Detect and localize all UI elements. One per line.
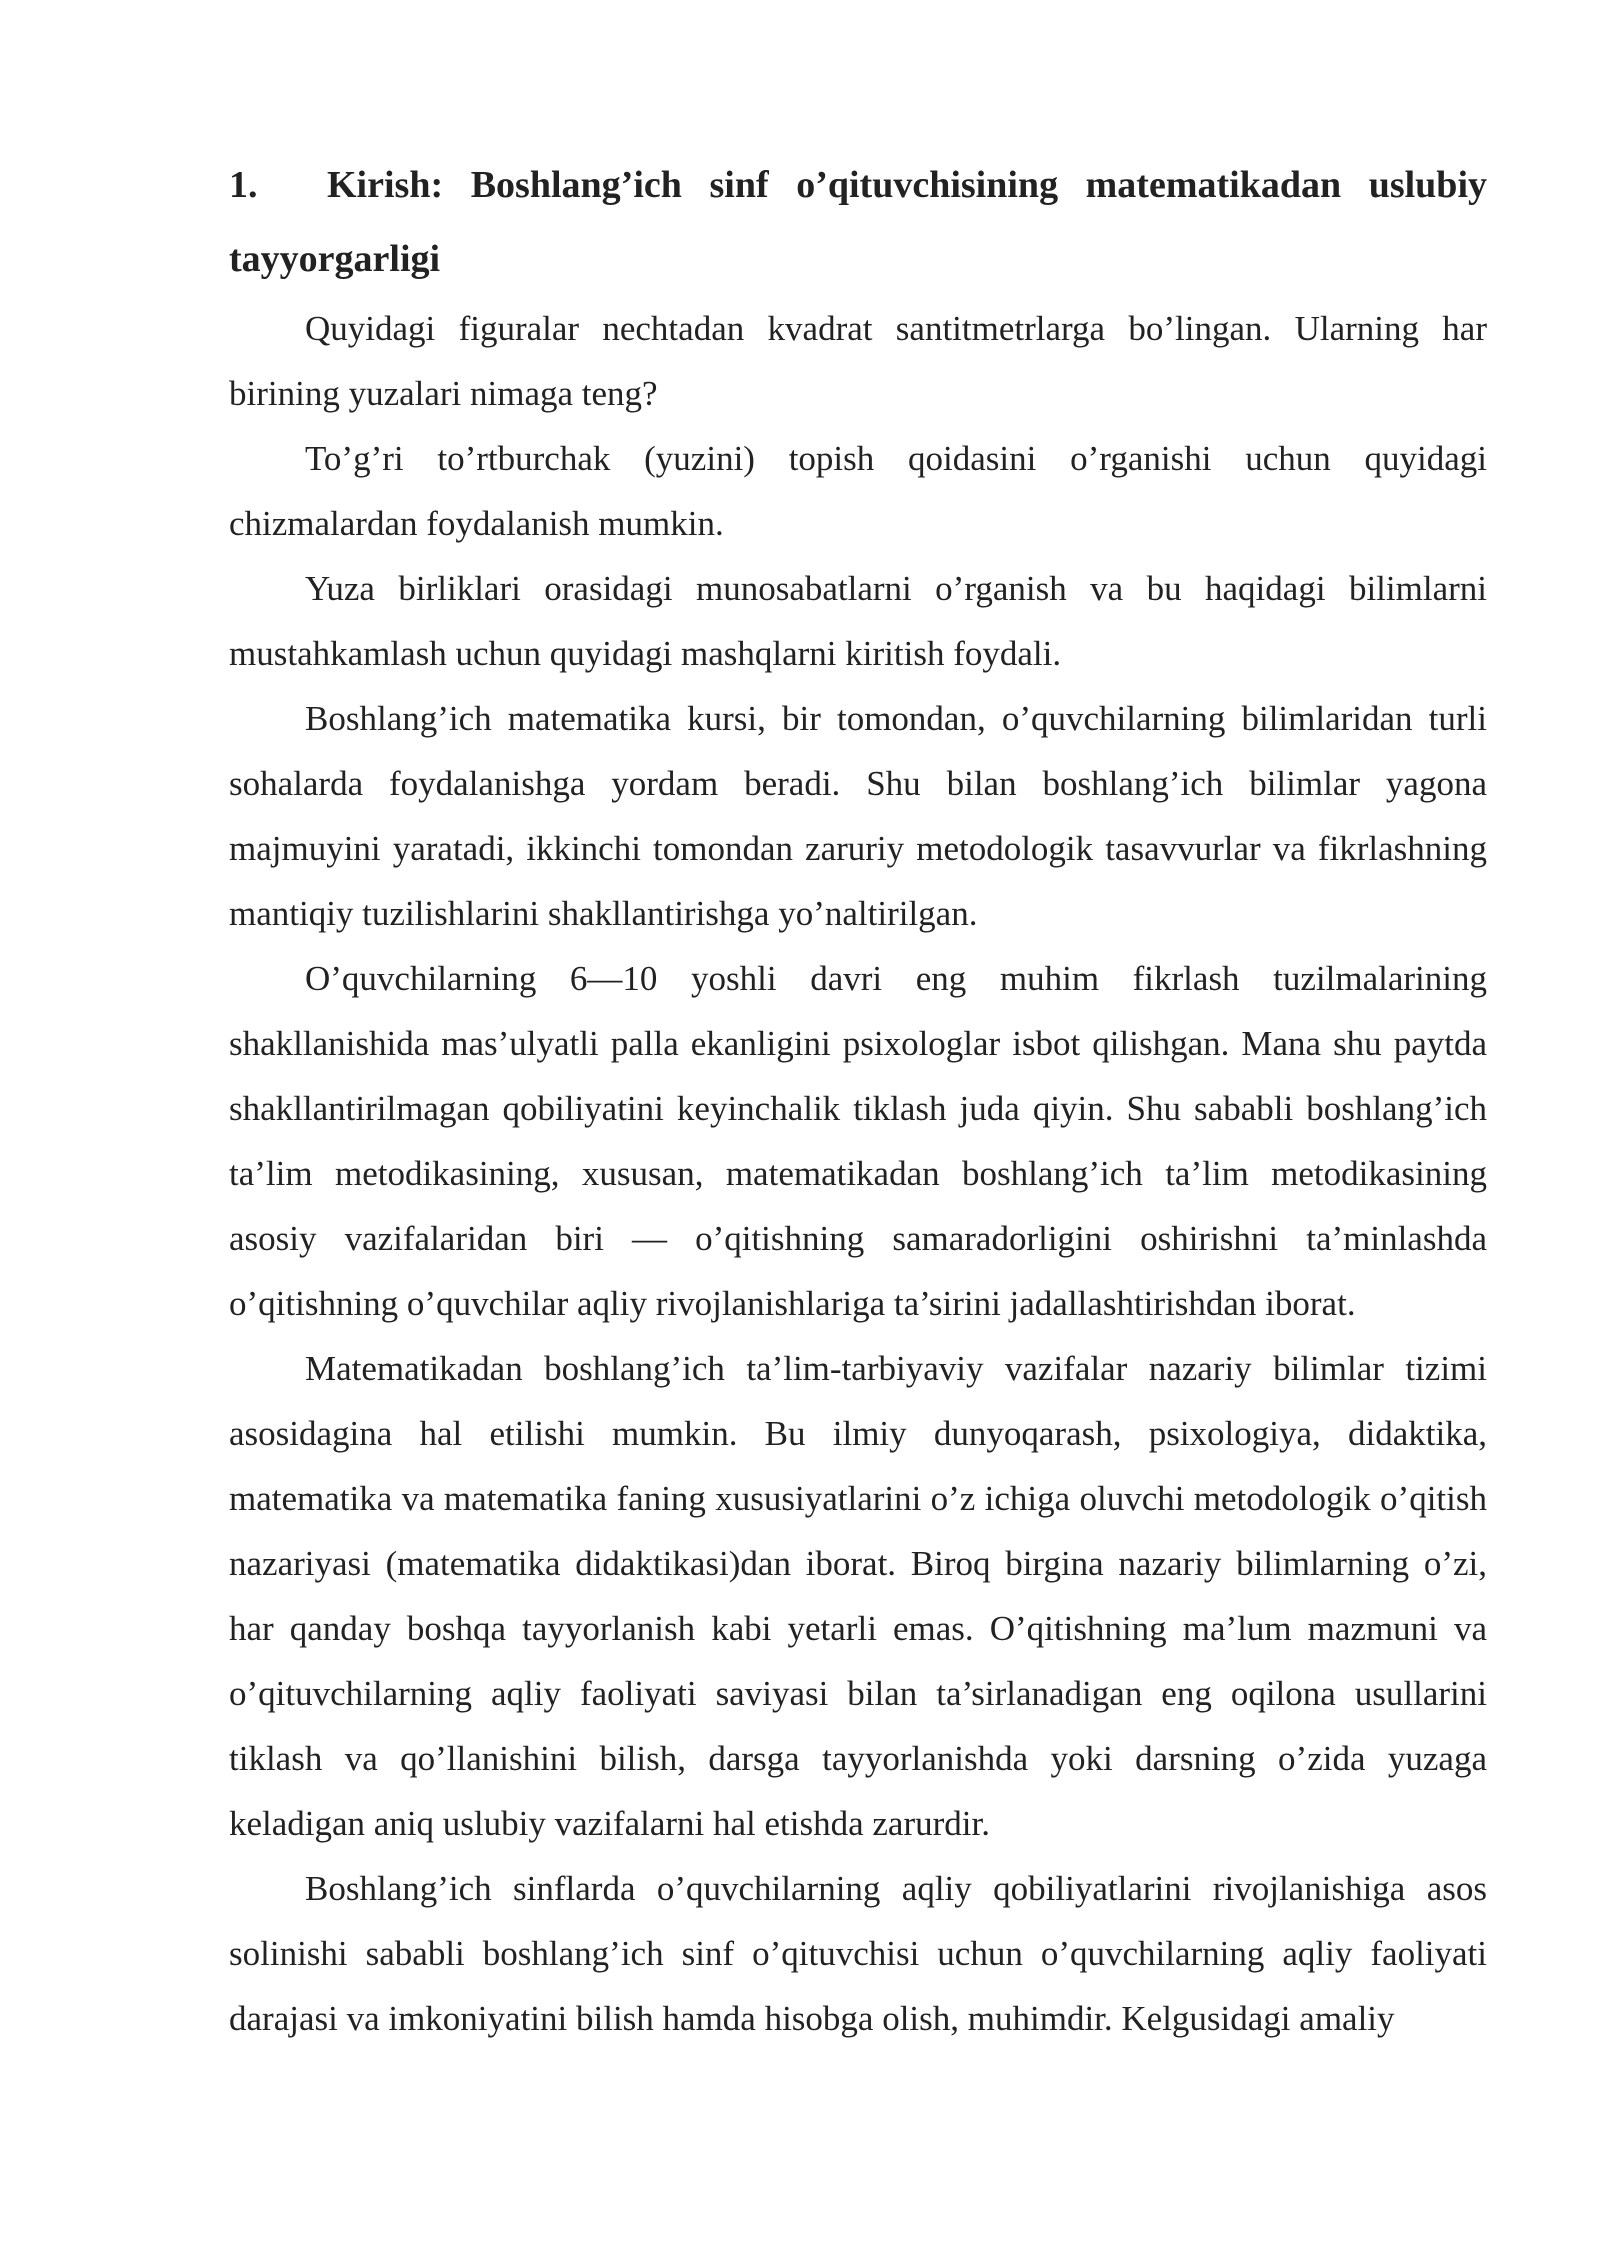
paragraph: O’quvchilarning 6—10 yoshli davri eng muhim fikrlash tuzilmalarining shakllanishida mas’ulyatli palla ekanligini psixologlar isbot qilishgan. Mana shu paytda shakllantirilmagan qobiliyatini keyinchalik tiklash juda qiyin. Shu sababli boshlang’ich ta’lim metodikasining, xususan, matematikadan boshlang’ich ta’lim metodikasining asosiy vazifalaridan biri — o’qitishning samaradorligini oshirishni ta’minlashda o’qitishning o’quvchilar aqliy rivojlanishlariga ta’sirini jadallashtirishdan iborat. xyxy=(229,959,1487,1323)
paragraph: Quyidagi figuralar nechtadan kvadrat santitmetrlarga bo’lingan. Ularning har birining yuzalari nimaga teng? xyxy=(229,309,1487,413)
paragraph: Matematikadan boshlang’ich ta’lim-tarbiyaviy vazifalar nazariy bilimlar tizimi asosidagina hal etilishi mumkin. Bu ilmiy dunyoqarash, psixologiya, didaktika, matematika va matematika faning xususiyatlarini o’z ichiga oluvchi metodologik o’qitish nazariyasi (matematika didaktikasi)dan iborat. Biroq birgina nazariy bilimlarning o’zi, har qanday boshqa tayyorlanish kabi yetarli emas. O’qitishning ma’lum mazmuni va o’qituvchilarning aqliy faoliyati saviyasi bilan ta’sirlanadigan eng oqilona usullarini tiklash va qo’llanishini bilish, darsga tayyorlanishda yoki darsning o’zida yuzaga keladigan aniq uslubiy vazifalarni hal etishda zarurdir. xyxy=(229,1349,1487,1843)
section-number: 1. xyxy=(229,164,258,206)
paragraph: Boshlang’ich matematika kursi, bir tomondan, o’quvchilarning bilimlaridan turli sohalarda foydalanishga yordam beradi. Shu bilan boshlang’ich bilimlar yagona majmuyini yaratadi, ikkinchi tomondan zaruriy metodologik tasavvurlar va fikrlashning mantiqiy tuzilishlarini shakllantirishga yo’naltirilgan. xyxy=(229,699,1487,933)
section-title: Kirish: Boshlang’ich sinf o’qituvchisining matematikadan uslubiy tayyorgarligi xyxy=(229,164,1487,280)
paragraph: Boshlang’ich sinflarda o’quvchilarning aqliy qobiliyatlarini rivojlanishiga asos solinishi sababli boshlang’ich sinf o’qituvchisi uchun o’quvchilarning aqliy faoliyati darajasi va imkoniyatini bilish hamda hisobga olish, muhimdir. Kelgusidagi amaliy xyxy=(229,1869,1487,2038)
document-page xyxy=(229,148,1487,2051)
paragraph: To’g’ri to’rtburchak (yuzini) topish qoidasini o’rganishi uchun quyidagi chizmalardan foydalanish mumkin. xyxy=(229,439,1487,543)
section-heading xyxy=(229,148,1487,296)
paragraph: Yuza birliklari orasidagi munosabatlarni o’rganish va bu haqidagi bilimlarni mustahkamlash uchun quyidagi mashqlarni kiritish foydali. xyxy=(229,569,1487,673)
